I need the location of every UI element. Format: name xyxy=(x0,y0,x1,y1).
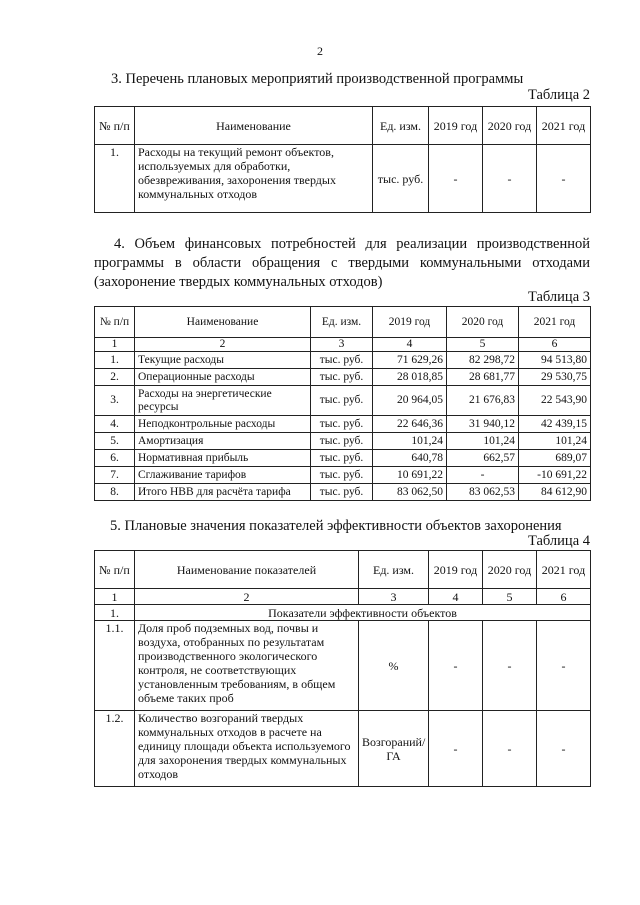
cell: Неподконтрольные расходы xyxy=(135,416,311,433)
cell: 10 691,22 xyxy=(373,467,447,484)
table-row xyxy=(95,416,591,433)
cell: 5 xyxy=(483,589,537,605)
cell: тыс. руб. xyxy=(311,386,373,416)
cell: 21 676,83 xyxy=(447,386,519,416)
cell: Расходы на текущий ремонт объектов, используемых для обработки, обезвреживания, захоронения твердых коммунальных отходов xyxy=(135,145,373,213)
column-numbers-row xyxy=(95,338,591,352)
cell: 640,78 xyxy=(373,450,447,467)
col-header-number: № п/п xyxy=(95,107,135,145)
cell: - xyxy=(483,711,537,787)
cell: тыс. руб. xyxy=(311,450,373,467)
col-header-unit: Ед. изм. xyxy=(373,107,429,145)
cell: 1. xyxy=(95,145,135,213)
cell: 82 298,72 xyxy=(447,352,519,369)
cell: 28 681,77 xyxy=(447,369,519,386)
cell: 4 xyxy=(429,589,483,605)
table-row xyxy=(95,467,591,484)
cell: 662,57 xyxy=(447,450,519,467)
cell: 101,24 xyxy=(447,433,519,450)
cell: 4 xyxy=(373,338,447,352)
table-row xyxy=(95,369,591,386)
cell: 83 062,50 xyxy=(373,484,447,501)
cell: тыс. руб. xyxy=(311,433,373,450)
cell: Доля проб подземных вод, почвы и воздуха, отобранных по результатам производственного экологического контроля, не соответствующих установленным требованиям, в общем объеме таких проб xyxy=(135,621,359,711)
cell: Сглаживание тарифов xyxy=(135,467,311,484)
col-header-unit: Ед. изм. xyxy=(311,307,373,338)
cell: тыс. руб. xyxy=(373,145,429,213)
cell: 6 xyxy=(537,589,591,605)
table-3 xyxy=(94,306,591,501)
col-header-unit: Ед. изм. xyxy=(359,551,429,589)
cell: 2. xyxy=(95,369,135,386)
cell: Возгораний/ ГА xyxy=(359,711,429,787)
table-row xyxy=(95,450,591,467)
cell: - xyxy=(447,467,519,484)
section-5-heading: 5. Плановые значения показателей эффективности объектов захоронения xyxy=(110,518,562,534)
cell: 22 543,90 xyxy=(519,386,591,416)
col-header-name: Наименование xyxy=(135,107,373,145)
cell: -10 691,22 xyxy=(519,467,591,484)
cell: 28 018,85 xyxy=(373,369,447,386)
col-header-number: № п/п xyxy=(95,307,135,338)
cell: Текущие расходы xyxy=(135,352,311,369)
cell: 5 xyxy=(447,338,519,352)
cell: 689,07 xyxy=(519,450,591,467)
cell: Расходы на энергетические ресурсы xyxy=(135,386,311,416)
page-number: 2 xyxy=(317,44,323,58)
cell: - xyxy=(537,621,591,711)
cell: тыс. руб. xyxy=(311,369,373,386)
col-header-number: № п/п xyxy=(95,551,135,589)
cell: - xyxy=(537,145,591,213)
cell: 2 xyxy=(135,338,311,352)
cell: - xyxy=(537,711,591,787)
cell: 3 xyxy=(359,589,429,605)
cell: - xyxy=(483,145,537,213)
table-row xyxy=(95,352,591,369)
cell: 1.1. xyxy=(95,621,135,711)
col-header-name: Наименование xyxy=(135,307,311,338)
col-header-name: Наименование показателей xyxy=(135,551,359,589)
cell: 1. xyxy=(95,605,135,621)
cell: 3. xyxy=(95,386,135,416)
cell: Операционные расходы xyxy=(135,369,311,386)
cell: - xyxy=(429,621,483,711)
cell: 101,24 xyxy=(373,433,447,450)
section-3-heading: 3. Перечень плановых мероприятий производственной программы xyxy=(111,71,524,87)
cell: % xyxy=(359,621,429,711)
cell: 22 646,36 xyxy=(373,416,447,433)
cell: - xyxy=(429,711,483,787)
col-header-2019: 2019 год xyxy=(373,307,447,338)
cell: 1.2. xyxy=(95,711,135,787)
cell: - xyxy=(483,621,537,711)
cell: 31 940,12 xyxy=(447,416,519,433)
cell: тыс. руб. xyxy=(311,484,373,501)
col-header-2019: 2019 год xyxy=(429,107,483,145)
table-row xyxy=(95,621,591,711)
cell: тыс. руб. xyxy=(311,416,373,433)
cell: 1 xyxy=(95,589,135,605)
cell: 8. xyxy=(95,484,135,501)
cell: Количество возгораний твердых коммунальных отходов в расчете на единицу площади объекта используемого для захоронения твердых коммунальных отходов xyxy=(135,711,359,787)
group-title: Показатели эффективности объектов xyxy=(135,605,591,621)
table-4 xyxy=(94,550,591,787)
cell: тыс. руб. xyxy=(311,467,373,484)
cell: 83 062,53 xyxy=(447,484,519,501)
cell: 6 xyxy=(519,338,591,352)
cell: 101,24 xyxy=(519,433,591,450)
cell: 4. xyxy=(95,416,135,433)
cell: 94 513,80 xyxy=(519,352,591,369)
table-2-label: Таблица 2 xyxy=(527,87,590,103)
col-header-2020: 2020 год xyxy=(483,551,537,589)
col-header-2019: 2019 год xyxy=(429,551,483,589)
col-header-2021: 2021 год xyxy=(537,551,591,589)
col-header-2021: 2021 год xyxy=(537,107,591,145)
cell: 3 xyxy=(311,338,373,352)
table-4-label: Таблица 4 xyxy=(527,533,590,549)
table-row xyxy=(95,386,591,416)
cell: Итого НВВ для расчёта тарифа xyxy=(135,484,311,501)
col-header-2020: 2020 год xyxy=(447,307,519,338)
table-row xyxy=(95,484,591,501)
cell: 20 964,05 xyxy=(373,386,447,416)
cell: 5. xyxy=(95,433,135,450)
table-row xyxy=(95,145,591,213)
table-3-label: Таблица 3 xyxy=(527,289,590,305)
table-row xyxy=(95,711,591,787)
section-4-heading: 4. Объем финансовых потребностей для реализации производственной программы в области обращения с твердыми коммунальными отходами (захоронение твердых коммунальных отходов) xyxy=(94,236,590,290)
group-row xyxy=(95,605,591,621)
col-header-2021: 2021 год xyxy=(519,307,591,338)
cell: 7. xyxy=(95,467,135,484)
cell: 6. xyxy=(95,450,135,467)
column-numbers-row xyxy=(95,589,591,605)
table-2 xyxy=(94,106,591,213)
cell: Нормативная прибыль xyxy=(135,450,311,467)
col-header-2020: 2020 год xyxy=(483,107,537,145)
cell: тыс. руб. xyxy=(311,352,373,369)
table-row xyxy=(95,433,591,450)
cell: 1. xyxy=(95,352,135,369)
cell: 29 530,75 xyxy=(519,369,591,386)
cell: 71 629,26 xyxy=(373,352,447,369)
cell: 2 xyxy=(135,589,359,605)
cell: 42 439,15 xyxy=(519,416,591,433)
cell: 84 612,90 xyxy=(519,484,591,501)
cell: - xyxy=(429,145,483,213)
cell: 1 xyxy=(95,338,135,352)
cell: Амортизация xyxy=(135,433,311,450)
